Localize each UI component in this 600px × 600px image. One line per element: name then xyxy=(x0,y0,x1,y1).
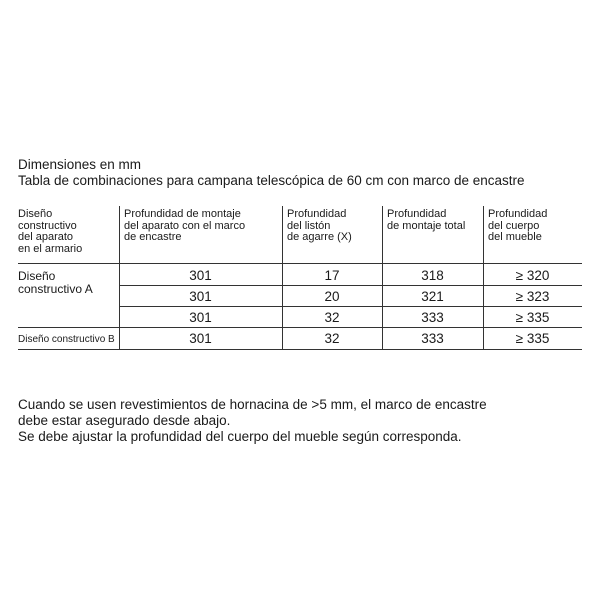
table-cell: 333 xyxy=(421,310,444,325)
document-heading xyxy=(18,157,525,189)
table-rule xyxy=(18,263,582,264)
table-rule xyxy=(119,206,120,349)
group-a-line: constructivo A xyxy=(18,282,93,296)
table-cell: 20 xyxy=(324,289,340,304)
header-line: del mueble xyxy=(488,231,542,243)
table-caption: Tabla de combinaciones para campana telescópica de 60 cm con marco de encastre xyxy=(18,173,525,188)
table-cell: ≥ 320 xyxy=(515,268,550,283)
table-cell: 301 xyxy=(189,310,212,325)
table-cell: 301 xyxy=(189,289,212,304)
note-line: Cuando se usen revestimientos de hornacina de >5 mm, el marco de encastre xyxy=(18,397,487,412)
header-design-line: constructivo xyxy=(18,219,77,232)
note-line: debe estar asegurado desde abajo. xyxy=(18,413,231,428)
table-cell: ≥ 335 xyxy=(515,331,550,346)
header-design-line: Diseño xyxy=(18,208,53,220)
header-line: del cuerpo xyxy=(488,219,540,232)
header-line: de agarre (X) xyxy=(287,231,352,243)
group-label-design-b: Diseño constructivo B xyxy=(18,334,115,345)
header-line: de montaje total xyxy=(387,219,466,232)
header-cabinet-body-depth xyxy=(488,209,547,244)
table-rule xyxy=(119,306,582,307)
table-rule xyxy=(382,206,383,349)
table-rule xyxy=(483,206,484,349)
table-rule xyxy=(18,327,582,328)
table-cell: 17 xyxy=(324,268,340,283)
table-cell: 32 xyxy=(324,310,340,325)
combinations-table xyxy=(18,206,582,350)
group-a-line: Diseño xyxy=(18,269,56,283)
table-cell: 321 xyxy=(421,289,444,304)
table-rule xyxy=(119,285,582,286)
table-cell: ≥ 335 xyxy=(515,310,550,325)
table-rule xyxy=(18,349,582,350)
header-line: de encastre xyxy=(124,231,182,243)
note-line: Se debe ajustar la profundidad del cuerpo del mueble según corresponda. xyxy=(18,429,462,444)
header-line: Profundidad xyxy=(387,208,447,220)
table-cell: 301 xyxy=(189,268,212,283)
table-rule xyxy=(282,206,283,349)
header-line: Profundidad xyxy=(287,208,347,220)
header-line: del listón xyxy=(287,219,331,232)
header-line: del aparato con el marco xyxy=(124,219,246,232)
installation-notes xyxy=(18,397,487,445)
table-cell: 318 xyxy=(421,268,444,283)
table-cell: 301 xyxy=(189,331,212,346)
header-design xyxy=(18,209,82,255)
header-design-line: en el armario xyxy=(18,242,83,255)
dimensions-title: Dimensiones en mm xyxy=(18,157,142,172)
table-cell: 333 xyxy=(421,331,444,346)
group-label-design-a xyxy=(18,270,93,296)
header-grip-strip-depth xyxy=(287,209,352,244)
header-line: Profundidad de montaje xyxy=(124,208,241,220)
table-cell: 32 xyxy=(324,331,340,346)
header-design-line: del aparato xyxy=(18,231,74,243)
header-mounting-depth-frame xyxy=(124,209,245,244)
header-line: Profundidad xyxy=(488,208,548,220)
header-total-mounting-depth xyxy=(387,209,465,232)
table-cell: ≥ 323 xyxy=(515,289,550,304)
